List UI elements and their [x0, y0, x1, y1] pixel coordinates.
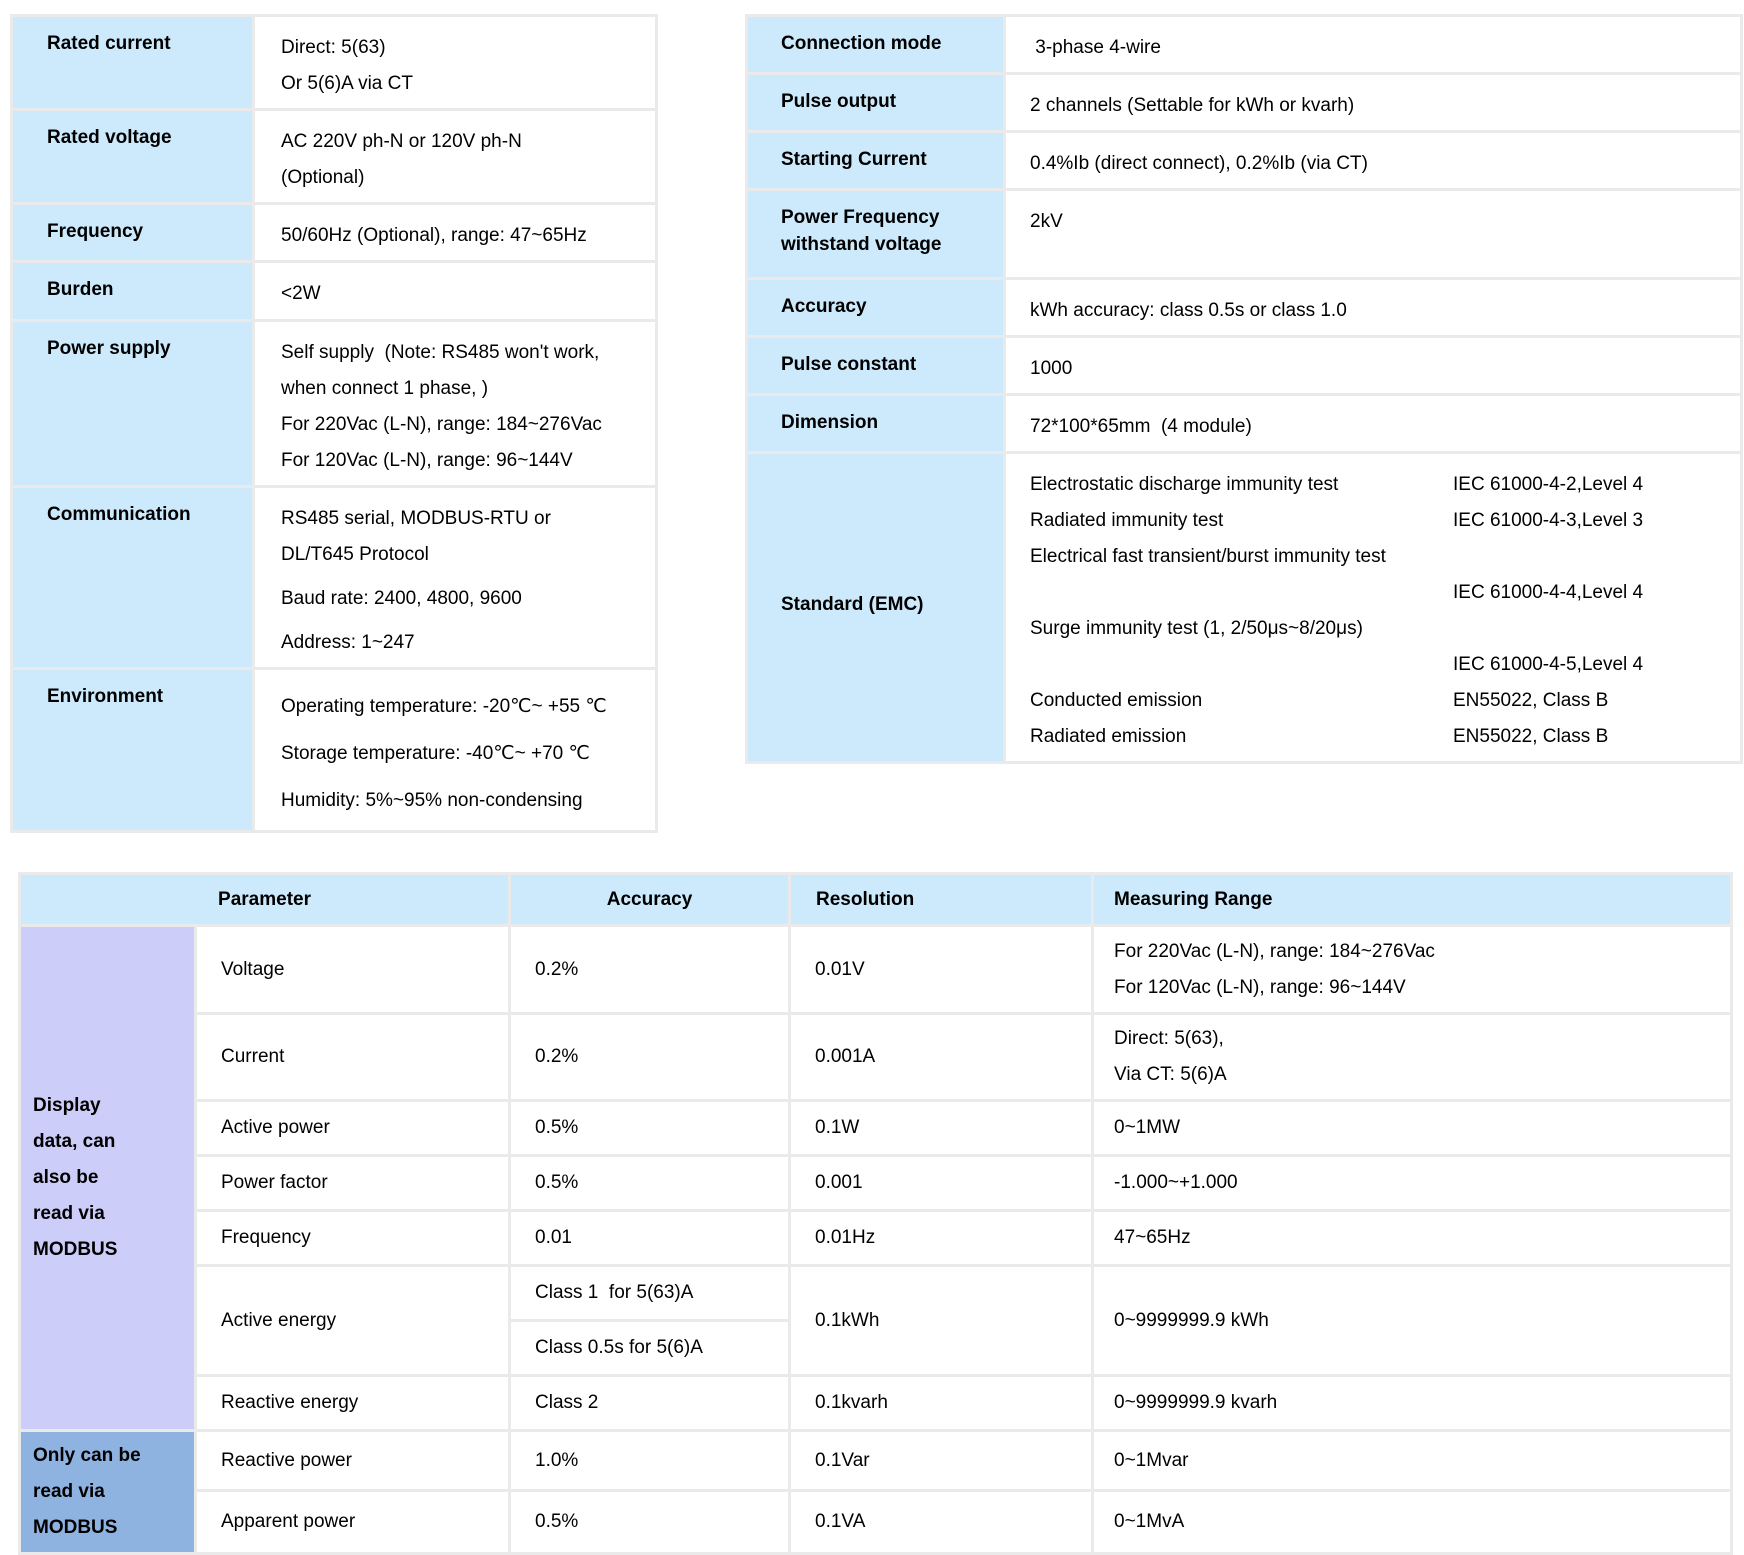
- measurement-spec-table: [18, 872, 1733, 1555]
- spec-value-line: Humidity: 5%~95% non-condensing: [281, 790, 583, 811]
- spec-value-line: (Optional): [281, 167, 365, 188]
- range-cell: 0~9999999.9 kWh: [1093, 1266, 1732, 1376]
- spec-value-line: Address: 1~247: [281, 632, 415, 653]
- spec-value: [254, 669, 657, 832]
- resolution-cell: 0.1Var: [790, 1431, 1093, 1491]
- spec-value: [1005, 132, 1742, 190]
- spec-value-line: RS485 serial, MODBUS-RTU or: [281, 508, 551, 529]
- spec-value-line: 3-phase 4-wire: [1030, 37, 1161, 58]
- spec-value: [1005, 395, 1742, 453]
- resolution-cell: 0.01Hz: [790, 1211, 1093, 1266]
- spec-label: Power Frequency withstand voltage: [747, 190, 1005, 279]
- spec-label: Rated current: [12, 16, 254, 110]
- param-cell: Apparent power: [196, 1491, 510, 1554]
- spec-label: Communication: [12, 487, 254, 669]
- spec-value-line: <2W: [281, 283, 321, 304]
- accuracy-cell: 0.2%: [510, 1014, 790, 1101]
- emc-standard-ref: IEC 61000-4-4,Level 4: [1453, 582, 1644, 603]
- param-cell: Power factor: [196, 1156, 510, 1211]
- spec-label: Connection mode: [747, 16, 1005, 74]
- group-label-display-data: [20, 926, 196, 1431]
- range-cell: 47~65Hz: [1093, 1211, 1732, 1266]
- spec-value: [1005, 16, 1742, 74]
- spec-value-line: Or 5(6)A via CT: [281, 73, 413, 94]
- spec-value-line: DL/T645 Protocol: [281, 544, 429, 565]
- spec-label: Rated voltage: [12, 110, 254, 204]
- emc-line: [1030, 611, 1732, 647]
- spec-label: Environment: [12, 669, 254, 832]
- resolution-cell: 0.1W: [790, 1101, 1093, 1156]
- emc-line: [1030, 539, 1732, 575]
- resolution-cell: 0.1VA: [790, 1491, 1093, 1554]
- accuracy-cell: 0.5%: [510, 1491, 790, 1554]
- spec-value-line: 2kV: [1030, 211, 1063, 232]
- param-cell-active-energy: Active energy: [196, 1266, 510, 1376]
- emc-test-name: Electrostatic discharge immunity test: [1030, 474, 1339, 495]
- range-cell: -1.000~+1.000: [1093, 1156, 1732, 1211]
- emc-line: [1030, 575, 1732, 611]
- column-header-measuring-range: Measuring Range: [1093, 874, 1732, 926]
- emc-standard-ref: IEC 61000-4-5,Level 4: [1453, 654, 1644, 675]
- emc-standards-cell: [1005, 453, 1742, 763]
- accuracy-cell: 0.2%: [510, 926, 790, 1014]
- emc-test-name: Electrical fast transient/burst immunity test: [1030, 546, 1386, 567]
- range-cell: Direct: 5(63), Via CT: 5(6)A: [1093, 1014, 1732, 1101]
- spec-value-line: 0.4%Ib (direct connect), 0.2%Ib (via CT): [1030, 153, 1368, 174]
- spec-label: Pulse output: [747, 74, 1005, 132]
- accuracy-cell-class1: Class 1 for 5(63)A: [510, 1266, 790, 1321]
- emc-line: [1030, 719, 1732, 755]
- emc-test-name: Surge immunity test (1, 2/50μs~8/20μs): [1030, 618, 1363, 639]
- general-spec-table: [10, 14, 658, 833]
- emc-line: [1030, 503, 1732, 539]
- spec-value-line: when connect 1 phase, ): [281, 378, 489, 399]
- param-cell: Voltage: [196, 926, 510, 1014]
- accuracy-cell: Class 2: [510, 1376, 790, 1431]
- emc-test-name: [1030, 575, 1453, 611]
- param-cell: Reactive power: [196, 1431, 510, 1491]
- spec-value-line: kWh accuracy: class 0.5s or class 1.0: [1030, 300, 1347, 321]
- spec-value-line: Operating temperature: -20℃~ +55 ℃: [281, 696, 607, 717]
- range-cell: 0~1MvA: [1093, 1491, 1732, 1554]
- range-cell: 0~1Mvar: [1093, 1431, 1732, 1491]
- spec-label: Starting Current: [747, 132, 1005, 190]
- spec-value-line: For 220Vac (L-N), range: 184~276Vac: [281, 414, 602, 435]
- param-cell: Current: [196, 1014, 510, 1101]
- spec-label: Dimension: [747, 395, 1005, 453]
- spec-value: [1005, 190, 1742, 279]
- spec-value-line: For 120Vac (L-N), range: 96~144V: [281, 450, 573, 471]
- column-header-resolution: Resolution: [790, 874, 1093, 926]
- spec-value-line: 72*100*65mm (4 module): [1030, 416, 1252, 437]
- group-label-text: Only can be read via MODBUS: [33, 1445, 141, 1538]
- emc-test-name: Conducted emission: [1030, 690, 1203, 711]
- spec-value-line: 2 channels (Settable for kWh or kvarh): [1030, 95, 1355, 116]
- spec-value-line: Direct: 5(63): [281, 37, 386, 58]
- emc-line: [1030, 467, 1732, 503]
- emc-line: [1030, 683, 1732, 719]
- emc-test-name: [1030, 647, 1453, 683]
- accuracy-cell: 0.5%: [510, 1101, 790, 1156]
- spec-value-line: Storage temperature: -40℃~ +70 ℃: [281, 743, 590, 764]
- spec-value: [1005, 337, 1742, 395]
- spec-value: [254, 16, 657, 110]
- spec-value: [254, 487, 657, 669]
- spec-value-line: Baud rate: 2400, 4800, 9600: [281, 588, 522, 609]
- spec-value: [1005, 74, 1742, 132]
- resolution-cell: 0.001A: [790, 1014, 1093, 1101]
- spec-value-line: Self supply (Note: RS485 won't work,: [281, 342, 600, 363]
- spec-value: [254, 110, 657, 204]
- spec-label: Burden: [12, 262, 254, 321]
- spec-label-standard-emc: Standard (EMC): [747, 453, 1005, 763]
- resolution-cell: 0.1kWh: [790, 1266, 1093, 1376]
- column-header-accuracy: Accuracy: [510, 874, 790, 926]
- accuracy-cell-class05s: Class 0.5s for 5(6)A: [510, 1321, 790, 1376]
- resolution-cell: 0.001: [790, 1156, 1093, 1211]
- spec-value: [254, 321, 657, 487]
- spec-label: Accuracy: [747, 279, 1005, 337]
- spec-value: [254, 204, 657, 262]
- spec-value-line: AC 220V ph-N or 120V ph-N: [281, 131, 522, 152]
- emc-standard-ref: IEC 61000-4-3,Level 3: [1453, 510, 1644, 531]
- emc-standard-ref: IEC 61000-4-2,Level 4: [1453, 474, 1644, 495]
- emc-standard-ref: EN55022, Class B: [1453, 690, 1609, 711]
- resolution-cell: 0.1kvarh: [790, 1376, 1093, 1431]
- spec-value: [1005, 279, 1742, 337]
- group-label-text: Display data, can also be read via MODBUS: [33, 1095, 118, 1260]
- spec-value: [254, 262, 657, 321]
- param-cell: Active power: [196, 1101, 510, 1156]
- emc-line: [1030, 647, 1732, 683]
- range-cell: 0~9999999.9 kvarh: [1093, 1376, 1732, 1431]
- range-cell: For 220Vac (L-N), range: 184~276Vac For 120Vac (L-N), range: 96~144V: [1093, 926, 1732, 1014]
- emc-test-name: Radiated emission: [1030, 726, 1187, 747]
- emc-test-name: Radiated immunity test: [1030, 510, 1224, 531]
- resolution-cell: 0.01V: [790, 926, 1093, 1014]
- accuracy-cell: 0.5%: [510, 1156, 790, 1211]
- spec-value-line: 50/60Hz (Optional), range: 47~65Hz: [281, 225, 587, 246]
- param-cell: Reactive energy: [196, 1376, 510, 1431]
- emc-standard-ref: EN55022, Class B: [1453, 726, 1609, 747]
- spec-value-line: 1000: [1030, 358, 1073, 379]
- column-header-parameter: Parameter: [20, 874, 510, 926]
- accuracy-cell: 1.0%: [510, 1431, 790, 1491]
- group-label-modbus-only: [20, 1431, 196, 1554]
- spec-label: Power supply: [12, 321, 254, 487]
- range-cell: 0~1MW: [1093, 1101, 1732, 1156]
- spec-label: Frequency: [12, 204, 254, 262]
- spec-label: Pulse constant: [747, 337, 1005, 395]
- param-cell: Frequency: [196, 1211, 510, 1266]
- accuracy-cell: 0.01: [510, 1211, 790, 1266]
- electrical-spec-table: [745, 14, 1743, 764]
